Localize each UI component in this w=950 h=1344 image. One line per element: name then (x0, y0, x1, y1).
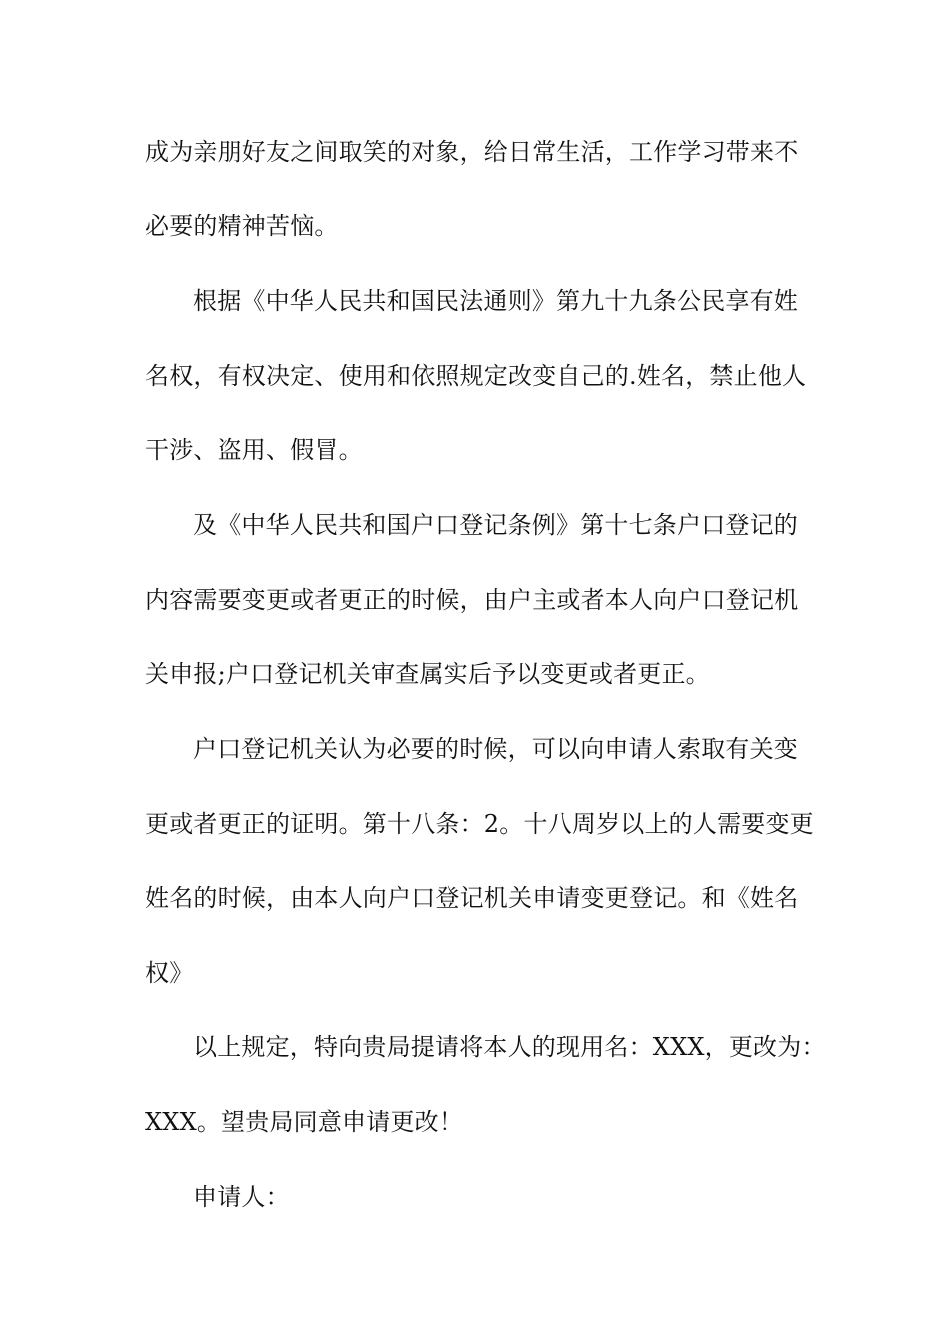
text-line-14: XXX。望贵局同意申请更改！ (145, 1108, 464, 1136)
text-line-4: 名权，有权决定、使用和依照规定改变自己的.姓名，禁止他人 (145, 362, 807, 390)
text-line-8: 关申报;户口登记机关审查属实后予以变更或者更正。 (145, 660, 710, 688)
applicant-label: 申请人： (193, 1183, 290, 1211)
text-line-5: 干涉、盗用、假冒。 (145, 436, 363, 464)
text-line-9: 户口登记机关认为必要的时候，可以向申请人索取有关变 (193, 735, 798, 763)
text-line-11: 姓名的时候，由本人向户口登记机关申请变更登记。和《姓名 (145, 884, 799, 912)
text-line-13: 以上规定，特向贵局提请将本人的现用名：XXX，更改为： (193, 1033, 826, 1061)
text-line-7: 内容需要变更或者更正的时候，由户主或者本人向户口登记机 (145, 586, 799, 614)
text-line-10: 更或者更正的证明。第十八条：2。十八周岁以上的人需要变更 (145, 810, 814, 838)
text-line-12: 权》 (145, 959, 194, 987)
text-line-1: 成为亲朋好友之间取笑的对象，给日常生活，工作学习带来不 (145, 138, 799, 166)
text-line-6: 及《中华人民共和国户口登记条例》第十七条户口登记的 (193, 511, 798, 539)
text-line-3: 根据《中华人民共和国民法通则》第九十九条公民享有姓 (193, 287, 798, 315)
text-line-2: 必要的精神苦恼。 (145, 212, 339, 240)
